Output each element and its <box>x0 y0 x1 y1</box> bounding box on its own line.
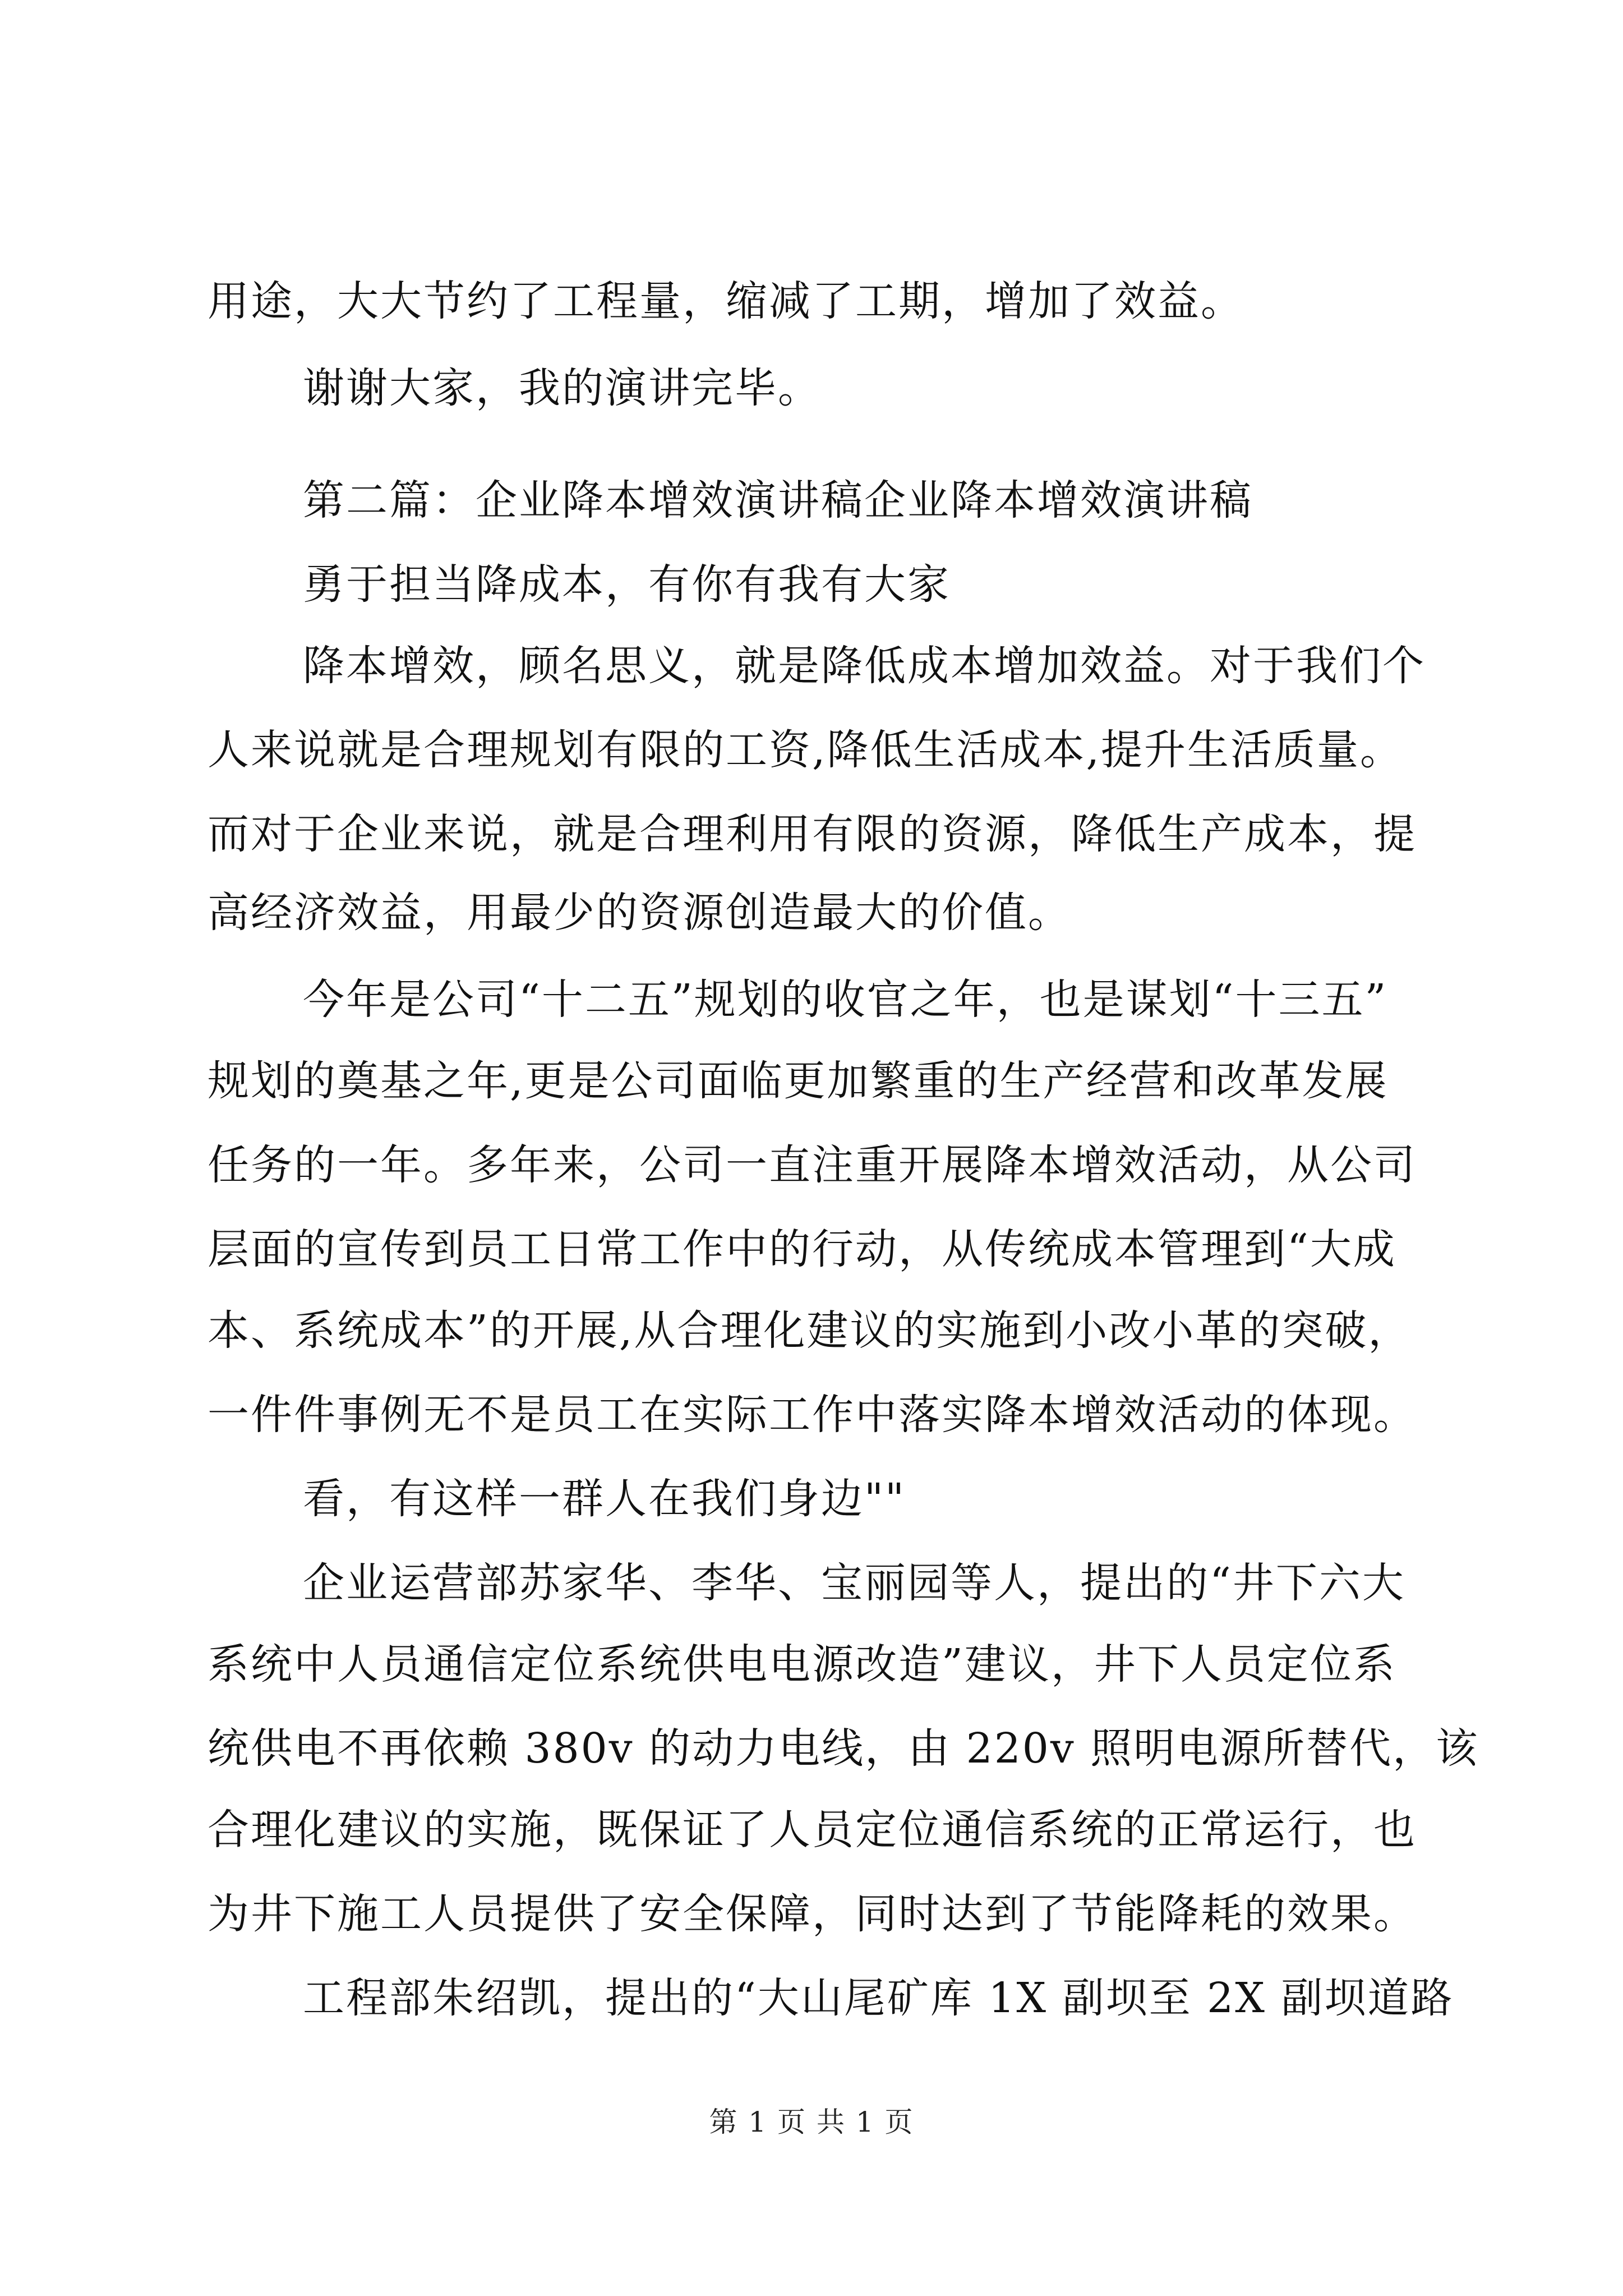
text-line-11: 任务的一年。多年来，公司一直注重开展降本增效活动，从公司 <box>208 1141 1417 1189</box>
speech-title: 勇于担当降成本，有你有我有大家 <box>303 560 951 609</box>
text-line-18: 统供电不再依赖 380v 的动力电线，由 220v 照明电源所替代，该 <box>208 1724 1479 1773</box>
text-line-1: 用途，大大节约了工程量，缩减了工期，增加了效益。 <box>208 277 1244 325</box>
text-line-2: 谢谢大家，我的演讲完毕。 <box>303 364 821 412</box>
text-line-12: 层面的宣传到员工日常工作中的行动，从传统成本管理到“大成 <box>208 1225 1396 1273</box>
text-line-15: 看，有这样一群人在我们身边"" <box>303 1475 906 1523</box>
text-line-13: 本、系统成本”的开展,从合理化建议的实施到小改小革的突破， <box>208 1306 1412 1355</box>
text-line-16: 企业运营部苏家华、李华、宝丽园等人，提出的“井下六大 <box>303 1559 1405 1607</box>
section-heading: 第二篇：企业降本增效演讲稿企业降本增效演讲稿 <box>303 476 1253 524</box>
text-line-17: 系统中人员通信定位系统供电电源改造”建议，井下人员定位系 <box>208 1640 1396 1688</box>
text-line-6: 人来说就是合理规划有限的工资,降低生活成本,提升生活质量。 <box>208 726 1404 774</box>
text-line-7: 而对于企业来说，就是合理利用有限的资源，降低生产成本，提 <box>208 810 1417 858</box>
page-footer: 第 1 页 共 1 页 <box>709 2106 914 2138</box>
text-line-19: 合理化建议的实施，既保证了人员定位通信系统的正常运行，也 <box>208 1806 1417 1854</box>
text-line-5: 降本增效，顾名思义，就是降低成本增加效益。对于我们个 <box>303 642 1426 690</box>
text-line-9: 今年是公司“十二五”规划的收官之年，也是谋划“十三五” <box>303 976 1388 1024</box>
text-line-10: 规划的奠基之年,更是公司面临更加繁重的生产经营和改革发展 <box>208 1057 1389 1105</box>
text-line-20: 为井下施工人员提供了安全保障，同时达到了节能降耗的效果。 <box>208 1890 1417 1938</box>
text-line-21: 工程部朱绍凯，提出的“大山尾矿库 1X 副坝至 2X 副坝道路 <box>303 1974 1454 2022</box>
text-line-8: 高经济效益，用最少的资源创造最大的价值。 <box>208 889 1071 937</box>
text-line-14: 一件件事例无不是员工在实际工作中落实降本增效活动的体现。 <box>208 1391 1417 1439</box>
